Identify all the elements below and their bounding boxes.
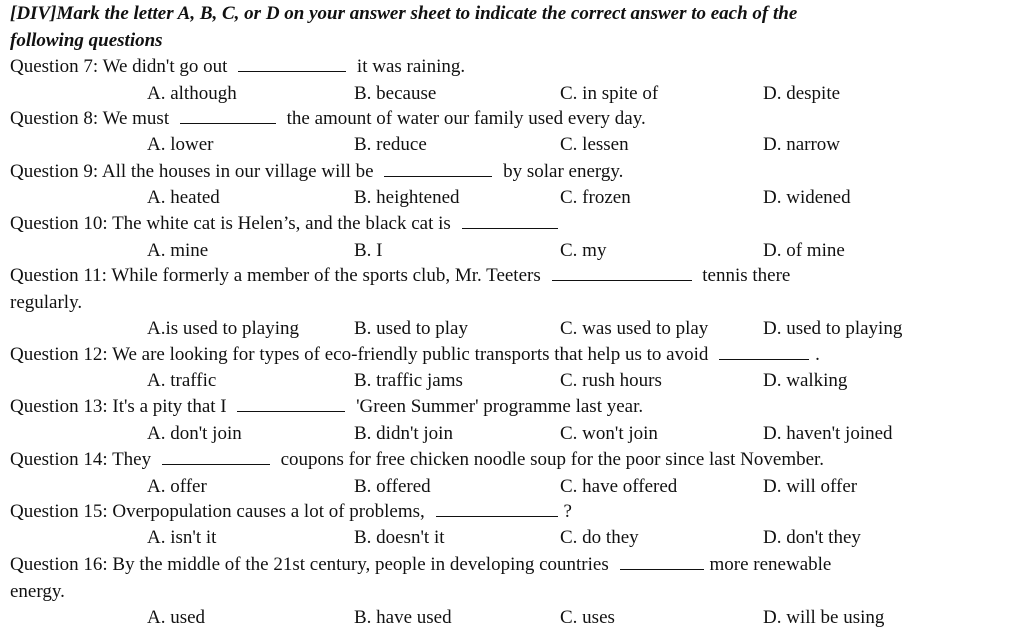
option-c: C. in spite of <box>560 83 659 104</box>
option-d: D. widened <box>763 187 851 208</box>
question-label: Question 8: <box>10 108 99 129</box>
option-c: C. won't join <box>560 423 658 444</box>
question-text-after: 'Green Summer' programme last year. <box>356 396 644 417</box>
answer-blank <box>162 448 270 465</box>
question-text-after: by solar energy. <box>503 161 624 182</box>
answer-blank <box>436 500 558 517</box>
question-text-after: more renewable <box>709 554 832 575</box>
question-label: Question 14: <box>10 449 108 470</box>
option-d: D. of mine <box>763 240 845 261</box>
option-a: A. heated <box>147 187 220 208</box>
question-15 <box>10 500 572 524</box>
option-b: B. used to play <box>354 318 468 339</box>
option-c: C. have offered <box>560 476 678 497</box>
question-text: We are looking for types of eco-friendly public transports that help us to avoid <box>112 344 709 365</box>
question-label: Question 13: <box>10 396 108 417</box>
question-10 <box>10 212 564 236</box>
question-16 <box>10 553 831 577</box>
question-text: It's a pity that I <box>112 396 227 417</box>
option-d: D. despite <box>763 83 841 104</box>
option-a: A. traffic <box>147 370 217 391</box>
question-text: The white cat is Helen’s, and the black cat is <box>112 213 451 234</box>
question-text-after: coupons for free chicken noodle soup for the poor since last November. <box>280 449 825 470</box>
option-b: B. have used <box>354 607 452 628</box>
option-d: D. walking <box>763 370 848 391</box>
instruction-line-1: [DIV]Mark the letter A, B, C, or D on your answer sheet to indicate the correct answer to each of the <box>10 3 798 24</box>
option-a: A. don't join <box>147 423 242 444</box>
option-a: A. offer <box>147 476 207 497</box>
option-b: B. didn't join <box>354 423 453 444</box>
question-8 <box>10 107 646 131</box>
option-a: A.is used to playing <box>147 318 299 339</box>
question-text-after: tennis there <box>702 265 791 286</box>
question-text-after: it was raining. <box>356 56 466 77</box>
question-text: They <box>112 449 152 470</box>
question-7 <box>10 55 465 79</box>
option-b: B. traffic jams <box>354 370 463 391</box>
option-a: A. although <box>147 83 237 104</box>
answer-blank <box>719 343 809 360</box>
option-a: A. lower <box>147 134 214 155</box>
question-12 <box>10 343 820 367</box>
question-text: By the middle of the 21st century, people in developing countries <box>112 554 609 575</box>
option-c: C. uses <box>560 607 615 628</box>
answer-blank <box>620 553 704 570</box>
option-c: C. was used to play <box>560 318 709 339</box>
question-text: We must <box>102 108 170 129</box>
question-13 <box>10 395 643 419</box>
question-text: While formerly a member of the sports club, Mr. Teeters <box>111 265 541 286</box>
answer-blank <box>462 212 558 229</box>
option-c: C. do they <box>560 527 639 548</box>
question-label: Question 7: <box>10 56 99 77</box>
question-label: Question 9: <box>10 161 99 182</box>
question-14 <box>10 448 824 472</box>
option-c: C. rush hours <box>560 370 662 391</box>
option-b: B. reduce <box>354 134 427 155</box>
question-16-continuation: energy. <box>10 581 65 602</box>
question-label: Question 16: <box>10 554 108 575</box>
answer-blank <box>384 160 492 177</box>
question-11 <box>10 264 790 288</box>
question-text-after: . <box>815 344 820 365</box>
question-label: Question 11: <box>10 265 107 286</box>
option-d: D. haven't joined <box>763 423 893 444</box>
answer-blank <box>238 55 346 72</box>
option-a: A. isn't it <box>147 527 217 548</box>
answer-blank <box>180 107 276 124</box>
option-b: B. offered <box>354 476 431 497</box>
option-c: C. lessen <box>560 134 629 155</box>
option-d: D. used to playing <box>763 318 903 339</box>
question-text-after: the amount of water our family used every day. <box>286 108 646 129</box>
option-d: D. narrow <box>763 134 841 155</box>
question-text: Overpopulation causes a lot of problems, <box>112 501 425 522</box>
option-a: A. mine <box>147 240 209 261</box>
question-text: We didn't go out <box>102 56 228 77</box>
option-c: C. frozen <box>560 187 631 208</box>
question-label: Question 12: <box>10 344 108 365</box>
question-11-continuation: regularly. <box>10 292 83 313</box>
answer-blank <box>552 264 692 281</box>
option-a: A. used <box>147 607 206 628</box>
option-d: D. will be using <box>763 607 885 628</box>
question-text: All the houses in our village will be <box>101 161 374 182</box>
option-b: B. I <box>354 240 383 261</box>
question-text-after: ? <box>563 501 572 522</box>
instruction-line-2: following questions <box>10 30 163 51</box>
option-d: D. will offer <box>763 476 858 497</box>
option-b: B. doesn't it <box>354 527 445 548</box>
option-b: B. heightened <box>354 187 460 208</box>
question-label: Question 10: <box>10 213 108 234</box>
question-label: Question 15: <box>10 501 108 522</box>
answer-blank <box>237 395 345 412</box>
option-d: D. don't they <box>763 527 861 548</box>
option-c: C. my <box>560 240 607 261</box>
option-b: B. because <box>354 83 437 104</box>
question-9 <box>10 160 623 184</box>
